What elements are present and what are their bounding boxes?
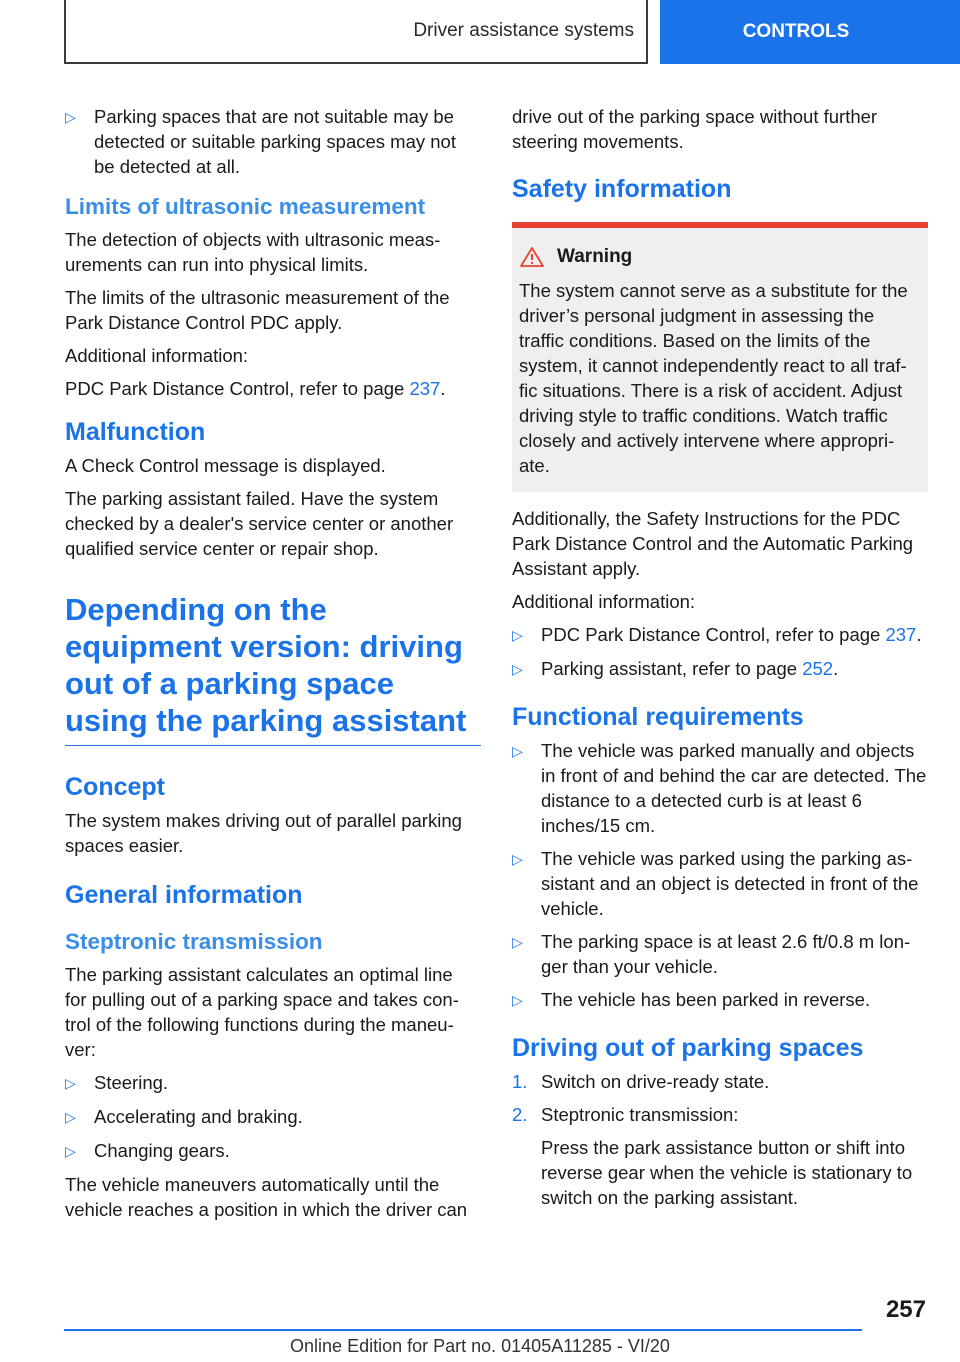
limits-paragraph-4: PDC Park Distance Control, refer to page 237. (65, 378, 446, 399)
maneuver-paragraph: The vehicle maneuvers automatically until the vehicle reaches a position in which the driver can (65, 1174, 468, 1220)
steptronic-paragraph: The parking assistant calculates an optimal line for pulling out of a parking space and takes con‐trol of the following functions during the maneu‐ver: (65, 964, 459, 1060)
header-tab[interactable] (660, 0, 960, 64)
page-number: 257 (885, 1296, 926, 1323)
list-item: ▷ Accelerating and braking. (65, 1104, 479, 1130)
list-item: ▷ PDC Park Distance Control, refer to page 237. (512, 622, 928, 648)
list-item: ▷ Steering. (65, 1070, 479, 1096)
triangle-right-icon: ▷ (512, 992, 523, 1008)
triangle-right-icon: ▷ (65, 1143, 76, 1159)
list-item: ▷ The vehicle has been parked in reverse. (512, 987, 928, 1013)
general-heading: General information (65, 881, 303, 909)
driving-out-heading: Driving out of parking spaces (512, 1034, 864, 1062)
limits-paragraph-3: Additional information: (65, 345, 249, 366)
triangle-right-icon: ▷ (512, 743, 523, 759)
step-number: 1. (512, 1071, 528, 1092)
step-number: 2. (512, 1104, 528, 1125)
list-item: ▷ The vehicle was parked using the parking as‐sistant and an object is detected in front of the vehicle. (512, 848, 919, 919)
footer-divider (64, 1329, 862, 1331)
triangle-right-icon: ▷ (512, 851, 523, 867)
step-item: 1. Switch on drive-ready state. (512, 1071, 770, 1092)
triangle-right-icon: ▷ (512, 661, 523, 677)
list-item: ▷ Changing gears. (65, 1138, 479, 1164)
warning-header (519, 246, 922, 268)
triangle-right-icon: ▷ (512, 627, 523, 643)
step-2-detail: Press the park assistance button or shift into reverse gear when the vehicle is stationary to switch on the parking assistant. (541, 1137, 913, 1208)
steptronic-heading: Steptronic transmission (65, 929, 323, 954)
list-item: ▷ Parking spaces that are not suitable may be detected or suitable parking spaces may not be detected at all. (65, 106, 456, 177)
triangle-right-icon: ▷ (512, 934, 523, 950)
warning-title: Warning (557, 246, 633, 267)
step-item: 2. Steptronic transmission: (512, 1104, 739, 1125)
triangle-right-icon: ▷ (65, 109, 76, 125)
malfunction-paragraph-2: The parking assistant failed. Have the system checked by a dealer's service center or another qualified service center or repair shop. (65, 488, 454, 559)
list-item: ▷ The parking space is at least 2.6 ft/0.8 m lon‐ger than your vehicle. (512, 931, 911, 977)
concept-paragraph: The system makes driving out of parallel parking spaces easier. (65, 810, 462, 856)
page-link[interactable]: 237 (885, 624, 917, 645)
list-item: ▷ Parking assistant, refer to page 252. (512, 656, 928, 682)
limits-heading: Limits of ultrasonic measurement (65, 194, 426, 219)
triangle-right-icon: ▷ (65, 1109, 76, 1125)
warning-text: The system cannot serve as a substitute for the driver’s personal judgment in assessing the traffic conditions. Based on the limits of the system, it cannot independently react to all traf‐fic situations. There is a risk of accident. Adjust driving style to traffic conditions. Watch traffic closely and actively intervene where appropri‐ate. (519, 280, 908, 476)
safety-paragraph-1: Additionally, the Safety Instructions for the PDC Park Distance Control and the Automatic Parking Assistant apply. (512, 508, 914, 579)
page-link[interactable]: 237 (409, 378, 441, 399)
warning-triangle-icon (519, 246, 545, 268)
page-link[interactable]: 252 (802, 658, 834, 679)
functional-requirements-heading: Functional requirements (512, 703, 804, 731)
right-column (512, 104, 928, 1218)
triangle-right-icon: ▷ (65, 1075, 76, 1091)
limits-paragraph-2: The limits of the ultrasonic measurement of the Park Distance Control PDC apply. (65, 287, 450, 333)
warning-box (512, 222, 928, 492)
left-column (65, 104, 479, 1230)
safety-paragraph-2: Additional information: (512, 591, 696, 612)
main-heading: Depending on the equipment version: driving out of a parking space using the parking assistant (65, 591, 481, 746)
safety-heading: Safety information (512, 175, 732, 203)
header-tab-label: CONTROLS (742, 21, 850, 42)
concept-heading: Concept (65, 773, 165, 801)
limits-paragraph-1: The detection of objects with ultrasonic meas‐urements can run into physical limits. (65, 229, 441, 275)
header-section-title: Driver assistance systems (413, 20, 634, 41)
footer-edition: Online Edition for Part no. 01405A11285 - VI/20 (290, 1336, 670, 1356)
malfunction-heading: Malfunction (65, 418, 206, 446)
list-item: ▷ The vehicle was parked manually and objects in front of and behind the car are detected. The distance to a detected curb is at least 6 inches/15 cm. (512, 740, 927, 836)
continued-paragraph: drive out of the parking space without further steering movements. (512, 106, 878, 152)
header-section (64, 0, 648, 64)
malfunction-paragraph-1: A Check Control message is displayed. (65, 455, 386, 476)
